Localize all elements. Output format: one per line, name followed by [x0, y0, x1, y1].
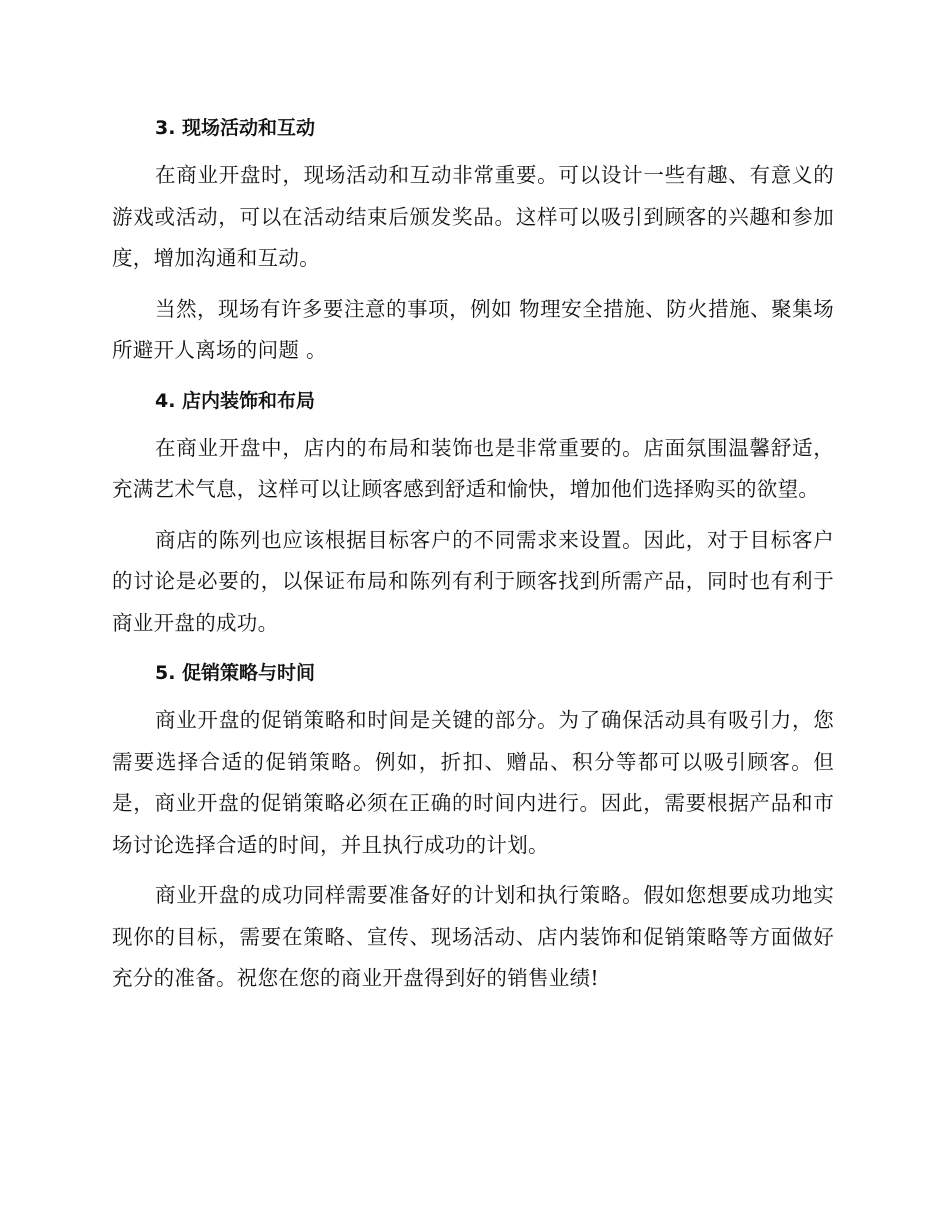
section-heading: 5. 促销策略与时间 — [155, 662, 316, 684]
section-heading: 3. 现场活动和互动 — [155, 117, 316, 139]
document-body — [112, 108, 834, 1009]
paragraph: 在商业开盘时，现场活动和互动非常重要。可以设计一些有趣、有意义的游戏或活动，可以在活动结束后颁发奖品。这样可以吸引到顾客的兴趣和参加度，增加沟通和互动。 — [112, 163, 834, 270]
section-heading: 4. 店内装饰和布局 — [155, 389, 316, 412]
paragraph: 商店的陈列也应该根据目标客户的不同需求来设置。因此，对于目标客户的讨论是必要的，以保证布局和陈列有利于顾客找到所需产品，同时也有利于商业开盘的成功。 — [112, 527, 834, 635]
paragraph: 商业开盘的促销策略和时间是关键的部分。为了确保活动具有吸引力，您需要选择合适的促销策略。例如，折扣、赠品、积分等都可以吸引顾客。但是，商业开盘的促销策略必须在正确的时间内进行。因此，需要根据产品和市场讨论选择合适的时间，并且执行成功的计划。 — [112, 708, 834, 857]
paragraph: 商业开盘的成功同样需要准备好的计划和执行策略。假如您想要成功地实现你的目标，需要在策略、宣传、现场活动、店内装饰和促销策略等方面做好充分的准备。祝您在您的商业开盘得到好的销售业绩! — [112, 883, 834, 990]
paragraph: 当然，现场有许多要注意的事项，例如 物理安全措施、防火措施、聚集场所避开人离场的问题 。 — [112, 296, 834, 362]
paragraph: 在商业开盘中，店内的布局和装饰也是非常重要的。店面氛围温馨舒适，充满艺术气息，这样可以让顾客感到舒适和愉快，增加他们选择购买的欲望。 — [112, 435, 834, 501]
